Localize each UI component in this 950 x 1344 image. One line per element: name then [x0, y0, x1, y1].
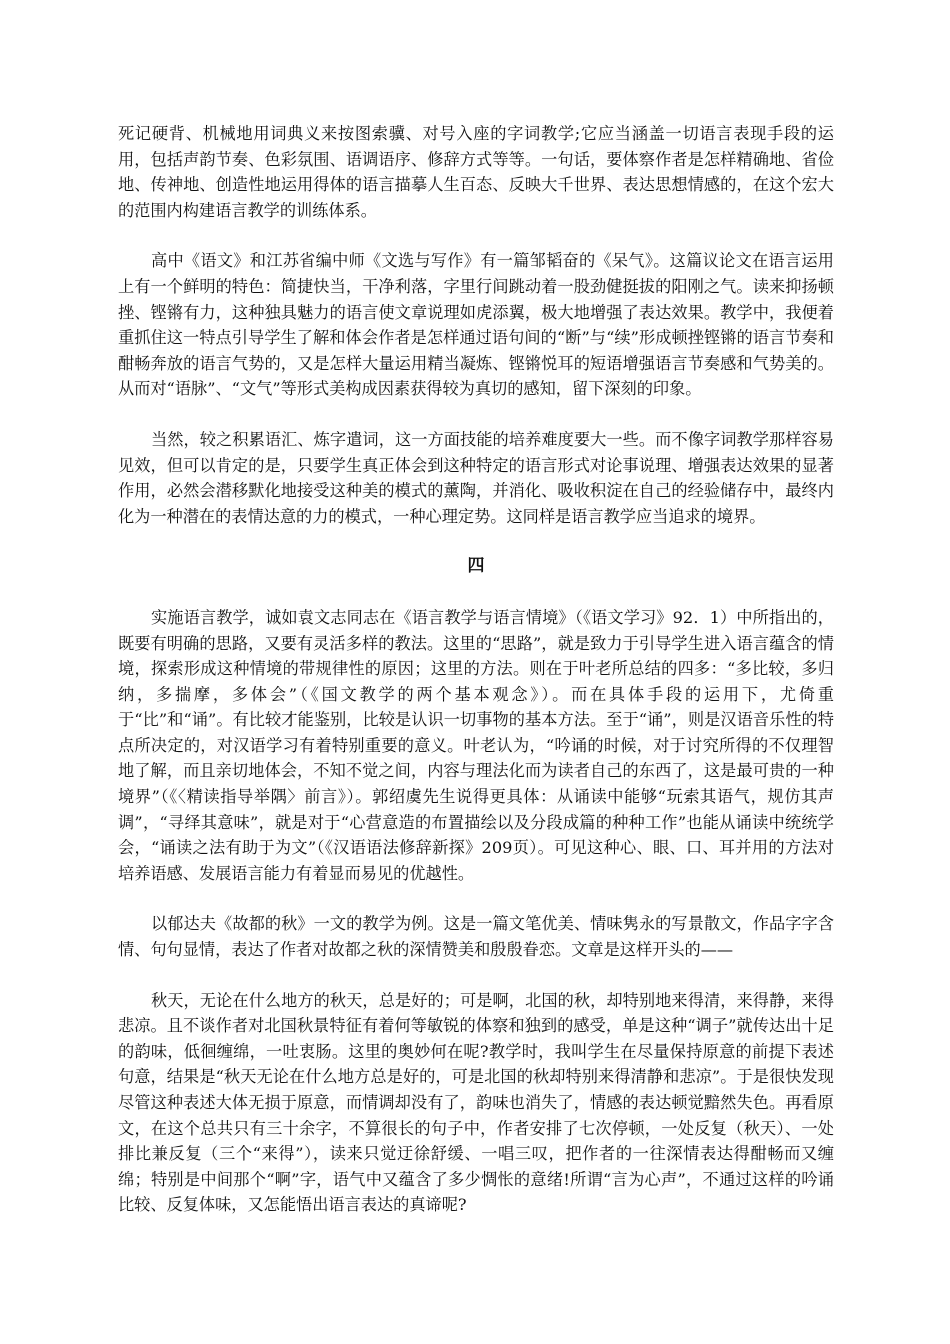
document-body — [118, 121, 834, 1243]
paragraph-4: 实施语言教学，诚如袁文志同志在《语言教学与语言情境》（《语文学习》92．1）中所指出的，既要有明确的思路，又要有灵活多样的教法。这里的“思路”，就是致力于引导学生进入语言蕴含的情境，探索形成这种情境的带规律性的原因；这里的方法。则在于叶老所总结的四多：“多比较，多归纳，多揣摩，多体会”（《国文教学的两个基本观念》）。而在具体手段的运用下，尤倚重于“比”和“诵”。有比较才能鉴别，比较是认识一切事物的基本方法。至于“诵”，则是汉语音乐性的特点所决定的，对汉语学习有着特别重要的意义。叶老认为，“吟诵的时候，对于讨究所得的不仅理智地了解，而且亲切地体会，不知不觉之间，内容与理法化而为读者自己的东西了，这是最可贵的一种境界”（《〈精读指导举隅〉前言》）。郭绍虞先生说得更具体：从诵读中能够“玩索其语气，规仿其声调”，“寻绎其意味”，就是对于“心营意造的布置描绘以及分段成篇的种种工作”也能从诵读中统统学会，“诵读之法有助于为文”（《汉语语法修辞新探》209页）。可见这种心、眼、口、耳并用的方法对培养语感、发展语言能力有着显而易见的优越性。 — [118, 607, 834, 883]
paragraph-5: 以郁达夫《故都的秋》一文的教学为例。这是一篇文笔优美、情味隽永的写景散文，作品字字含情、句句显情，表达了作者对故都之秋的深情赞美和殷殷眷恋。文章是这样开头的—— — [118, 914, 834, 960]
paragraph-3: 当然，较之积累语汇、炼字遣词，这一方面技能的培养难度要大一些。而不像字词教学那样容易见效，但可以肯定的是，只要学生真正体会到这种特定的语言形式对论事说理、增强表达效果的显著作用，必然会潜移默化地接受这种美的模式的薰陶，并消化、吸收积淀在自己的经验储存中，最终内化为一种潜在的表情达意的力的模式，一种心理定势。这同样是语言教学应当追求的境界。 — [118, 429, 834, 526]
paragraph-2: 高中《语文》和江苏省编中师《文选与写作》有一篇邹韬奋的《呆气》。这篇议论文在语言运用上有一个鲜明的特色：简捷快当，干净利落，字里行间跳动着一股劲健挺拔的阳刚之气。读来抑扬顿挫、铿锵有力，这种独具魅力的语言使文章说理如虎添翼，极大地增强了表达效果。教学中，我便着重抓住这一特点引导学生了解和体会作者是怎样通过语句间的“断”与“续”形成顿挫铿锵的语言节奏和酣畅奔放的语言气势的，又是怎样大量运用精当凝炼、铿锵悦耳的短语增强语言节奏感和气势美的。从而对“语脉”、“文气”等形式美构成因素获得较为真切的感知，留下深刻的印象。 — [118, 251, 834, 399]
paragraph-1: 死记硬背、机械地用词典义来按图索骥、对号入座的字词教学;它应当涵盖一切语言表现手段的运用，包括声韵节奏、色彩氛围、语调语序、修辞方式等等。一句话，要体察作者是怎样精确地、省俭地、传神地、创造性地运用得体的语言描摹人生百态、反映大千世界、表达思想情感的，在这个宏大的范围内构建语言教学的训练体系。 — [118, 124, 834, 220]
section-heading: 四 — [467, 556, 485, 577]
paragraph-6: 秋天，无论在什么地方的秋天，总是好的；可是啊，北国的秋，却特别地来得清，来得静，来得悲凉。且不谈作者对北国秋景特征有着何等敏锐的体察和独到的感受，单是这种“调子”就传达出十足的韵味，低徊缠绵，一吐衷肠。这里的奥妙何在呢?教学时，我叫学生在尽量保持原意的前提下表述句意，结果是“秋天无论在什么地方总是好的，可是北国的秋却特别来得清静和悲凉”。于是很快发现尽管这种表述大体无损于原意，而情调却没有了，韵味也消失了，情感的表达顿觉黯然失色。再看原文，在这个总共只有三十余字，不算很长的句子中，作者安排了七次停顿，一处反复（秋天）、一处排比兼反复（三个“来得”），读来只觉迂徐舒缓、一唱三叹，把作者的一往深情表达得酣畅而又缠绵；特别是中间那个“啊”字，语气中又蕴含了多少惆怅的意绪!所谓“言为心声”，不通过这样的吟诵比较、反复体味，又怎能悟出语言表达的真谛呢? — [118, 990, 834, 1215]
